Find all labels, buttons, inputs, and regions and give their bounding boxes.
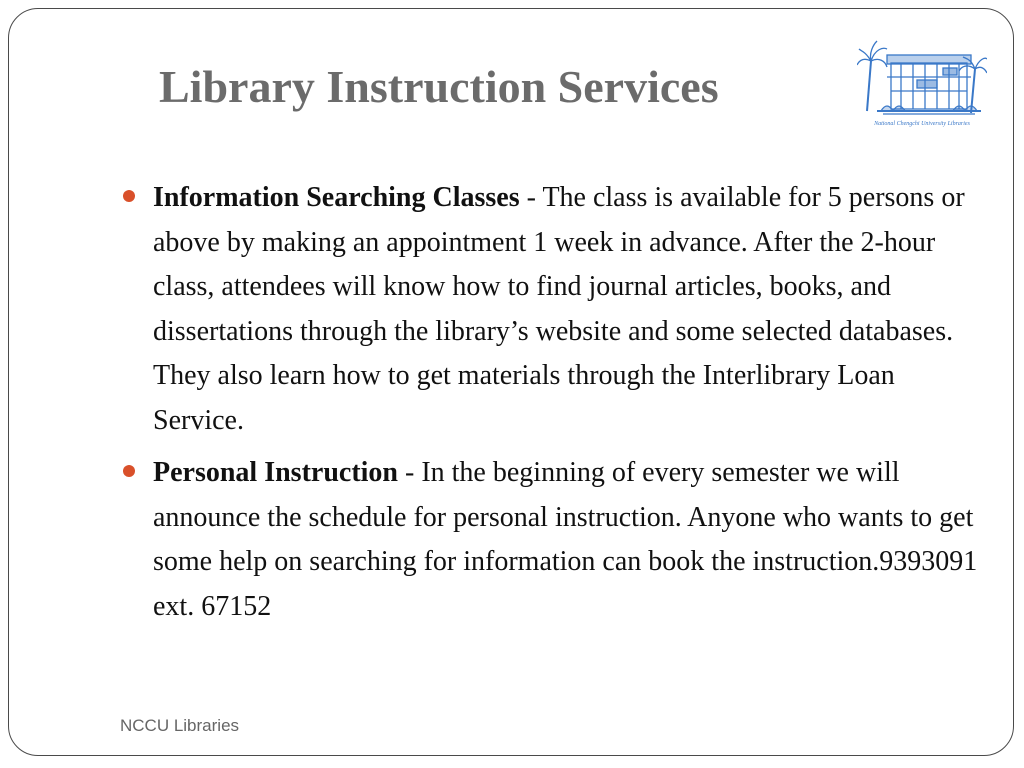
library-building-logo bbox=[857, 33, 987, 129]
logo-caption: National Chengchi University Libraries bbox=[874, 121, 970, 127]
bullet-icon bbox=[123, 465, 135, 477]
library-building-icon bbox=[857, 33, 987, 129]
slide-frame bbox=[8, 8, 1014, 756]
list-item bbox=[121, 451, 981, 629]
item-text: - The class is available for 5 persons or above by making an appointment 1 week in advance. After the 2-hour class, attendees will know how to find journal articles, books, and dissertations through the library’s website and some selected databases. They also learn how to get materials through the Interlibrary Loan Service. bbox=[153, 182, 965, 436]
item-heading: Information Searching Classes bbox=[153, 182, 520, 213]
bullet-icon bbox=[123, 190, 135, 202]
bullet-list bbox=[121, 176, 981, 637]
slide-title: Library Instruction Services bbox=[159, 61, 719, 112]
slide-footer: NCCU Libraries bbox=[120, 716, 240, 735]
list-item bbox=[121, 176, 981, 443]
item-heading: Personal Instruction bbox=[153, 457, 398, 488]
item-text: - In the beginning of every semester we will announce the schedule for personal instruction. Anyone who wants to get some help on searching for information can book the instruction.9393091 ext. 67152 bbox=[153, 457, 978, 622]
